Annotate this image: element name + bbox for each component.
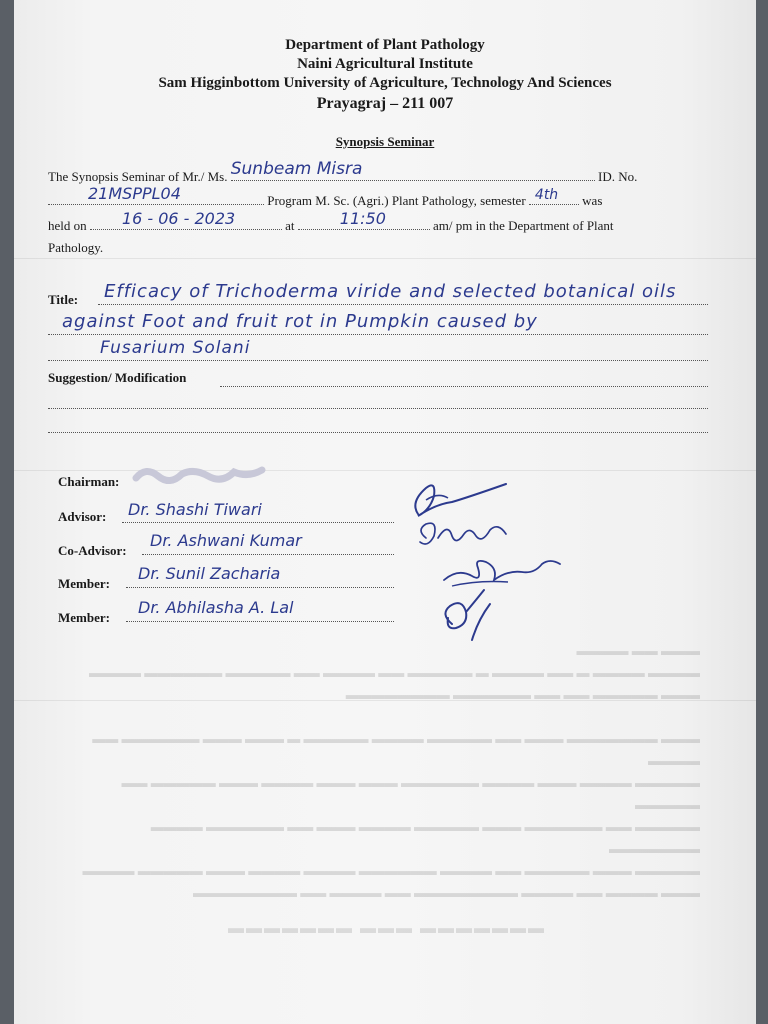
form-title: Synopsis Seminar	[335, 134, 435, 149]
title-line-3[interactable]	[48, 336, 708, 361]
co-advisor-line[interactable]	[142, 554, 394, 555]
member-name-2: Dr. Abhilasha A. Lal	[138, 598, 294, 617]
advisor-label: Advisor:	[58, 509, 107, 524]
title-label: Title:	[48, 292, 79, 307]
city-heading: Prayagraj – 211 007	[316, 95, 454, 112]
date-field[interactable]	[90, 209, 282, 230]
department-heading: Department of Plant Pathology	[285, 37, 485, 53]
document-page	[14, 0, 756, 1024]
title-line-2[interactable]	[48, 310, 708, 335]
pathology-label: Pathology.	[48, 240, 104, 255]
id-number-field[interactable]	[48, 184, 264, 205]
student-name-value: Sunbeam Misra	[230, 159, 363, 179]
suggestion-row	[48, 370, 722, 390]
time-value: 11:50	[339, 209, 386, 228]
time-field[interactable]	[298, 209, 430, 230]
fold-line	[14, 470, 756, 471]
student-name-field[interactable]	[230, 159, 595, 181]
intro-label: The Synopsis Seminar of Mr./ Ms.	[48, 169, 228, 184]
title-text-1: Efficacy of Trichoderma viride and selected botanical oils	[104, 281, 677, 302]
title-line-1[interactable]	[98, 280, 708, 305]
member-line-2[interactable]	[126, 621, 394, 622]
ampm-label: am/ pm in the Department of Plant	[433, 218, 614, 233]
suggestion-line-1[interactable]	[220, 386, 708, 387]
pathology-row	[48, 240, 722, 260]
member-line-1[interactable]	[126, 587, 394, 588]
institute-heading: Naini Agricultural Institute	[297, 56, 473, 72]
held-on-label: held on	[48, 218, 87, 233]
member-label-2: Member:	[58, 610, 110, 625]
semester-field[interactable]	[529, 187, 579, 205]
id-label: ID. No.	[597, 169, 638, 184]
suggestion-label: Suggestion/ Modification	[48, 370, 187, 385]
at-label: at	[285, 218, 295, 233]
member-2-signature	[432, 584, 512, 651]
co-advisor-name: Dr. Ashwani Kumar	[150, 531, 302, 550]
title-text-2: against Foot and fruit rot in Pumpkin caused by	[62, 311, 538, 332]
chairman-label: Chairman:	[58, 474, 120, 489]
date-value: 16 - 06 - 2023	[121, 209, 236, 228]
bleed-through-heading: ▬▬▬▬▬▬▬ ▬▬▬ ▬▬▬▬▬▬▬	[226, 920, 544, 937]
university-heading: Sam Higginbottom University of Agriculture, Technology And Sciences	[158, 75, 612, 91]
suggestion-line-3[interactable]	[48, 432, 708, 433]
chairman-smudge	[130, 462, 270, 491]
was-label: was	[582, 193, 603, 208]
student-name-row	[48, 159, 722, 186]
co-advisor-label: Co-Advisor:	[58, 543, 127, 558]
suggestion-line-2[interactable]	[48, 408, 708, 409]
advisor-line[interactable]	[122, 522, 394, 523]
member-label-1: Member:	[58, 576, 110, 591]
title-text-3: Fusarium Solani	[100, 338, 251, 358]
semester-value: 4th	[534, 187, 559, 203]
program-label: Program M. Sc. (Agri.) Plant Pathology, semester	[267, 193, 526, 208]
date-time-row	[48, 209, 722, 235]
bleed-through-text: ▬▬▬ ▬▬ ▬▬▬▬ ▬▬▬▬ ▬▬▬▬ ▬ ▬▬ ▬▬▬▬ ▬ ▬▬▬▬▬ ▬▬ ▬▬▬▬ ▬▬ ▬▬▬▬▬ ▬▬▬▬▬▬ ▬▬▬▬ ▬▬▬ ▬▬▬▬▬ ▬▬ ▬▬ ▬▬▬▬▬▬ ▬▬▬▬▬▬▬▬ ▬▬▬ ▬▬▬▬▬▬▬ ▬▬▬ ▬▬ ▬▬▬▬▬ ▬▬▬▬ ▬▬▬▬▬ ▬ ▬▬▬ ▬▬▬ ▬▬▬▬▬▬ ▬▬ ▬▬▬▬ ▬▬▬▬▬ ▬▬▬▬ ▬▬▬ ▬▬▬▬ ▬▬▬▬▬▬ ▬▬▬ ▬▬▬ ▬▬▬▬ ▬▬▬ ▬▬▬▬▬ ▬▬ ▬▬▬▬▬ ▬▬▬▬▬ ▬▬ ▬▬▬▬▬▬ ▬▬▬ ▬▬▬▬▬ ▬▬▬▬ ▬▬▬ ▬▬ ▬▬▬▬▬▬ ▬▬▬▬ ▬▬▬▬▬▬▬ ▬▬▬▬▬ ▬▬▬ ▬▬▬▬▬ ▬▬ ▬▬▬▬ ▬▬▬▬▬▬ ▬▬▬▬ ▬▬▬▬ ▬▬▬ ▬▬▬▬▬ ▬▬▬▬ ▬▬▬ ▬▬▬▬ ▬▬ ▬▬▬▬ ▬▬▬▬▬▬▬▬ ▬▬ ▬▬▬▬ ▬▬ ▬▬▬▬▬▬▬▬	[82, 643, 700, 900]
member-name-1: Dr. Sunil Zacharia	[138, 564, 281, 583]
id-number-value: 21MSPPL04	[88, 184, 181, 203]
program-row	[48, 184, 722, 210]
advisor-name: Dr. Shashi Tiwari	[128, 500, 262, 519]
